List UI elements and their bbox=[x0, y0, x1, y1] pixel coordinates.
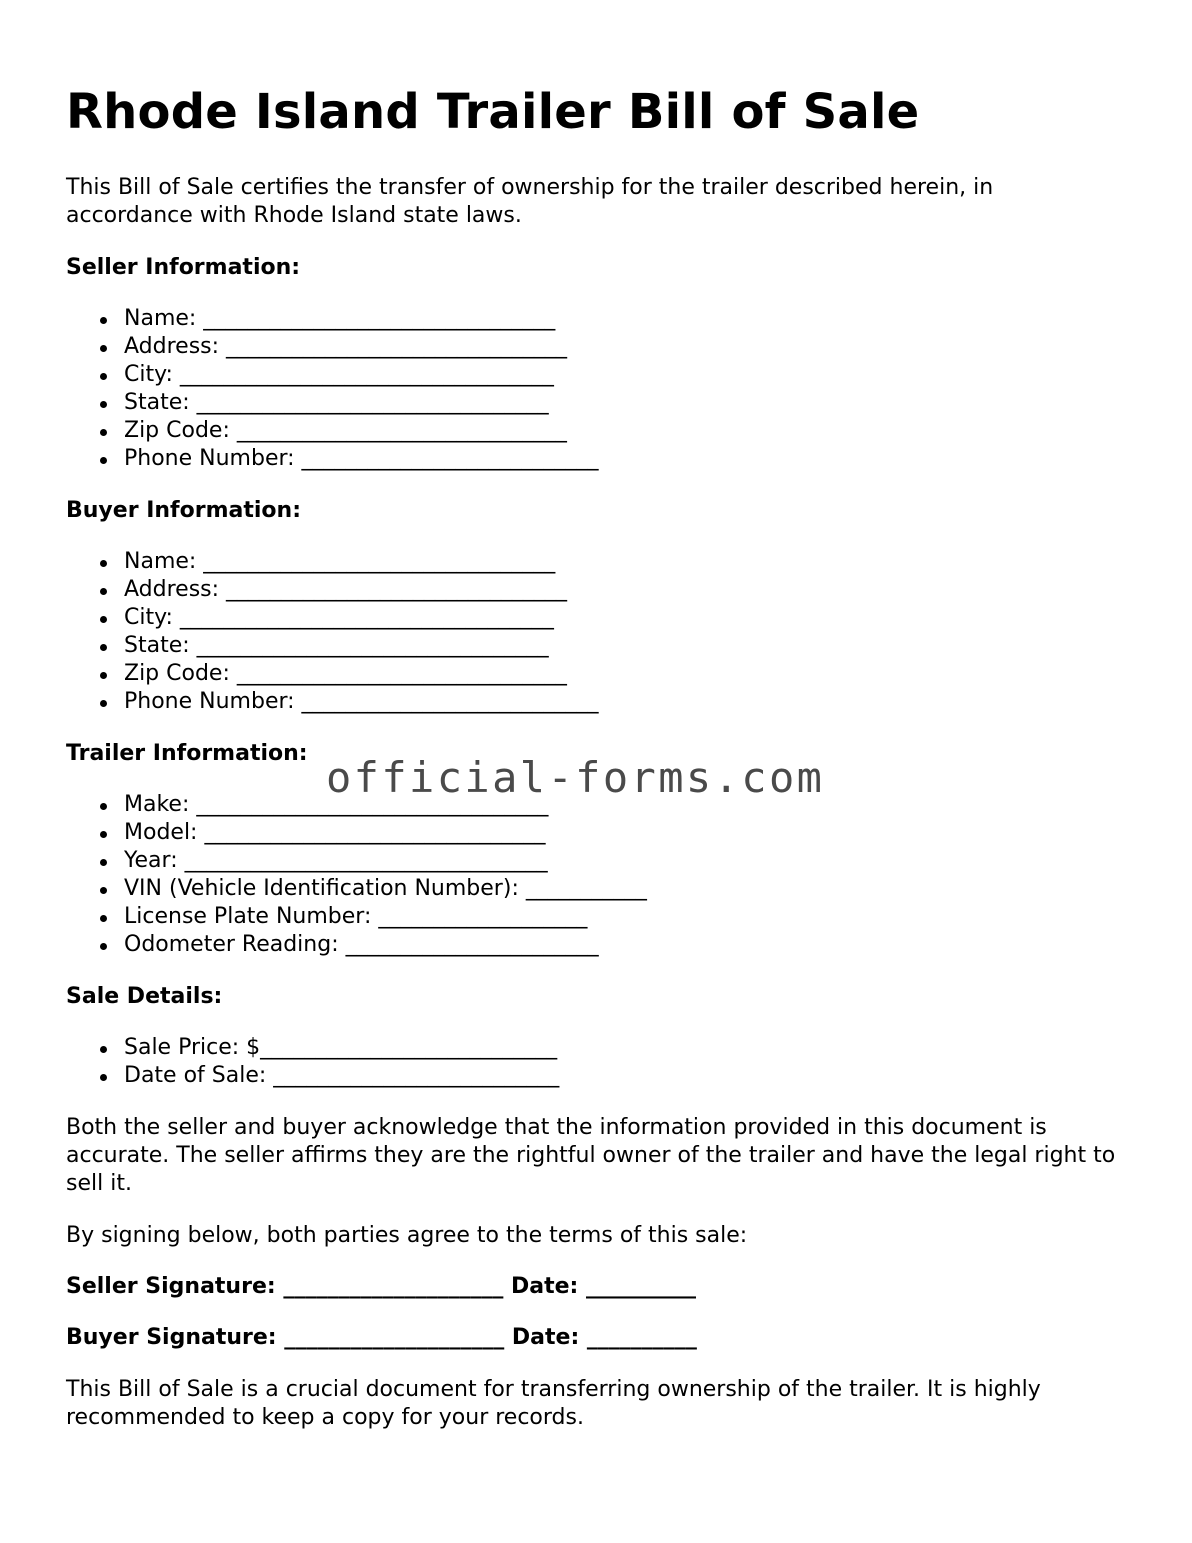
seller-city-field: City: __________________________________ bbox=[124, 361, 1126, 389]
seller-heading: Seller Information: bbox=[66, 255, 301, 280]
trailer-year-field: Year: _________________________________ bbox=[124, 847, 1126, 875]
seller-address-field: Address: _______________________________ bbox=[124, 333, 1126, 361]
trailer-odometer-field: Odometer Reading: _______________________ bbox=[124, 931, 1126, 959]
buyer-state-field: State: ________________________________ bbox=[124, 632, 1126, 660]
watermark: official-forms.com bbox=[326, 753, 825, 802]
page-title: Rhode Island Trailer Bill of Sale bbox=[66, 84, 920, 140]
buyer-city-field: City: __________________________________ bbox=[124, 604, 1126, 632]
buyer-phone-field: Phone Number: ___________________________ bbox=[124, 688, 1126, 716]
buyer-signature-line: Buyer Signature: ____________________ Date: __________ bbox=[66, 1325, 697, 1350]
sale-price-field: Sale Price: $___________________________ bbox=[124, 1034, 1126, 1062]
seller-signature-line: Seller Signature: ____________________ Date: __________ bbox=[66, 1274, 696, 1299]
agreement-paragraph: By signing below, both parties agree to the terms of this sale: bbox=[66, 1223, 748, 1248]
document-page bbox=[66, 0, 1126, 1432]
buyer-zip-field: Zip Code: ______________________________ bbox=[124, 660, 1126, 688]
seller-name-field: Name: ________________________________ bbox=[124, 305, 1126, 333]
trailer-model-field: Model: _______________________________ bbox=[124, 819, 1126, 847]
closing-paragraph: This Bill of Sale is a crucial document for transferring ownership of the trailer. It is highly recommended to keep a copy for your records. bbox=[66, 1377, 1041, 1430]
buyer-address-field: Address: _______________________________ bbox=[124, 576, 1126, 604]
trailer-vin-field: VIN (Vehicle Identification Number): ___________ bbox=[124, 875, 1126, 903]
sale-heading: Sale Details: bbox=[66, 984, 223, 1009]
buyer-field-list bbox=[66, 548, 1126, 716]
seller-field-list bbox=[66, 305, 1126, 473]
seller-state-field: State: ________________________________ bbox=[124, 389, 1126, 417]
trailer-plate-field: License Plate Number: ___________________ bbox=[124, 903, 1126, 931]
seller-zip-field: Zip Code: ______________________________ bbox=[124, 417, 1126, 445]
trailer-heading: Trailer Information: bbox=[66, 741, 308, 766]
intro-paragraph: This Bill of Sale certifies the transfer of ownership for the trailer described herein, in accordance with Rhode Island state laws. bbox=[66, 175, 994, 228]
seller-phone-field: Phone Number: ___________________________ bbox=[124, 445, 1126, 473]
acknowledgement-paragraph: Both the seller and buyer acknowledge that the information provided in this document is accurate. The seller affirms they are the rightful owner of the trailer and have the legal right to sell it. bbox=[66, 1115, 1116, 1196]
buyer-name-field: Name: ________________________________ bbox=[124, 548, 1126, 576]
trailer-make-field: Make: ________________________________ bbox=[124, 791, 1126, 819]
buyer-heading: Buyer Information: bbox=[66, 498, 301, 523]
sale-field-list bbox=[66, 1034, 1126, 1090]
sale-date-field: Date of Sale: __________________________ bbox=[124, 1062, 1126, 1090]
trailer-field-list bbox=[66, 791, 1126, 959]
